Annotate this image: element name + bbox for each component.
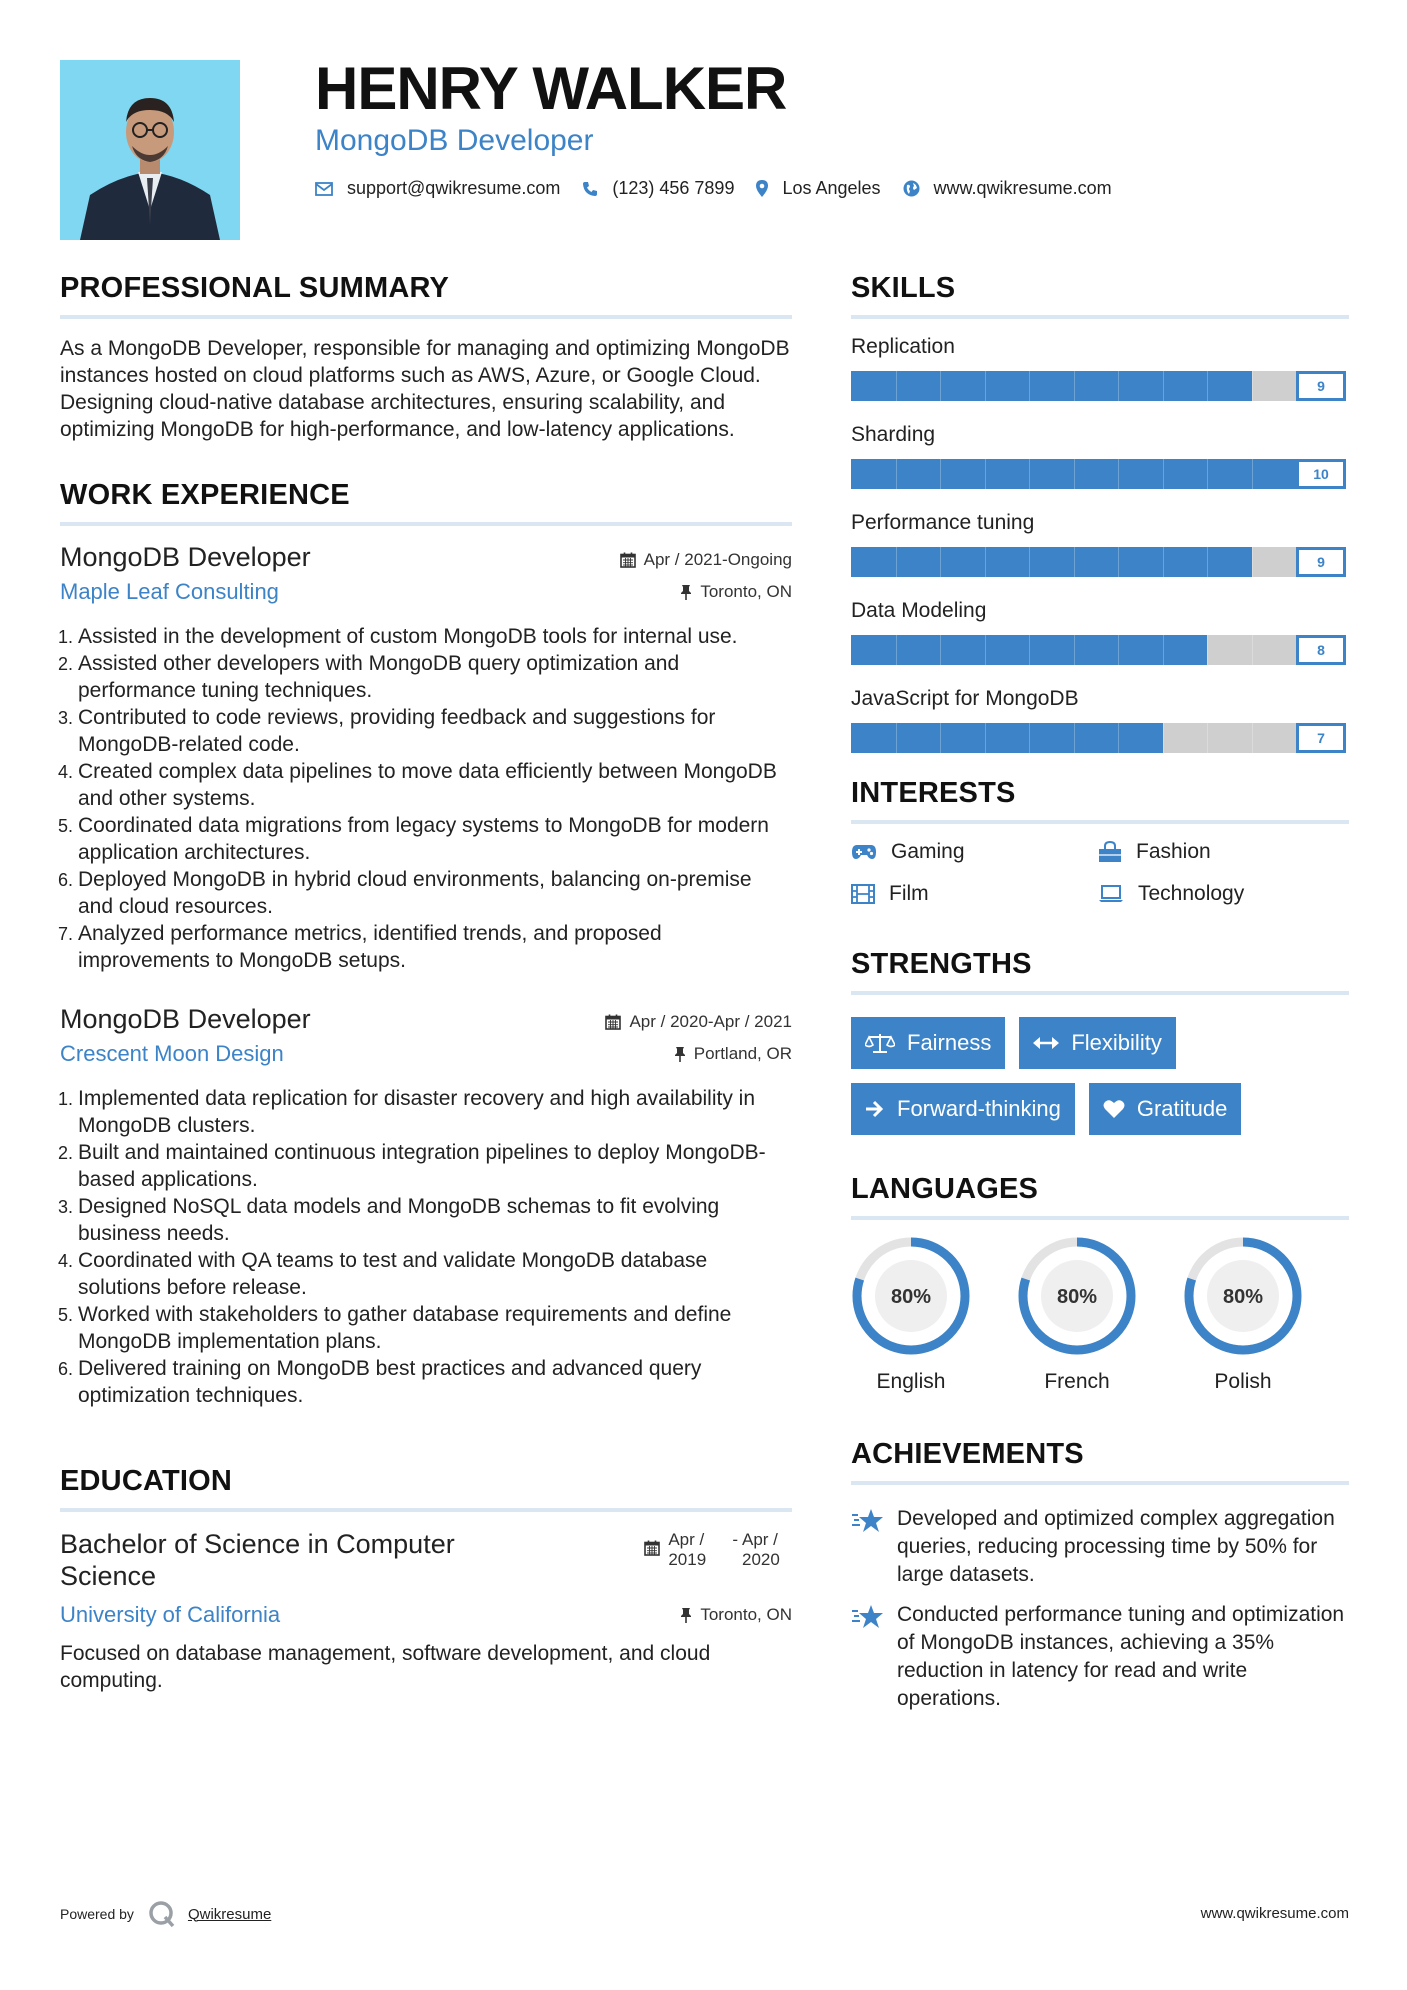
qwikresume-logo-icon (148, 1900, 176, 1928)
list-item: 1. Assisted in the development of custom MongoDB tools for internal use. (78, 623, 792, 650)
language-percent: 80% (1056, 1286, 1098, 1308)
skill-bar-divider (1207, 635, 1208, 665)
skill-bar-divider (1118, 723, 1119, 753)
skill-bar-divider (1163, 635, 1164, 665)
candidate-role: MongoDB Developer (315, 124, 594, 157)
list-item: 6. Deployed MongoDB in hybrid cloud environments, balancing on-premise and cloud resources. (78, 866, 792, 920)
list-item: 5. Coordinated data migrations from legacy systems to MongoDB for modern application architectures. (78, 812, 792, 866)
strength-badge (1019, 1017, 1175, 1069)
language-ring (1017, 1236, 1137, 1356)
left-column (60, 272, 792, 1694)
languages-section (851, 1173, 1349, 1394)
calendar-icon (605, 1014, 621, 1030)
calendar-icon (644, 1540, 660, 1556)
skill-bar-track (851, 723, 1296, 753)
skill-bar-divider (1118, 635, 1119, 665)
skill-bar-divider (1029, 723, 1030, 753)
contact-phone[interactable] (582, 178, 734, 199)
contact-website[interactable] (903, 178, 1112, 199)
skill-item (851, 511, 1349, 577)
job-bullets (60, 1085, 792, 1409)
skill-name: Performance tuning (851, 511, 1035, 534)
skill-bar-track (851, 459, 1296, 489)
powered-by-label: Powered by (60, 1906, 134, 1922)
section-title: ACHIEVEMENTS (851, 1438, 1349, 1485)
website-text: www.qwikresume.com (933, 178, 1112, 198)
strength-label: Gratitude (1136, 1096, 1228, 1121)
language-percent: 80% (890, 1286, 932, 1308)
skill-level-value: 7 (1296, 723, 1346, 753)
job-title: MongoDB Developer (60, 542, 311, 572)
strength-label: Forward-thinking (897, 1096, 1061, 1121)
job-title: MongoDB Developer (60, 1004, 311, 1034)
company-name: Crescent Moon Design (60, 1041, 284, 1066)
summary-text: As a MongoDB Developer, responsible for managing and optimizing MongoDB instances hosted on cloud platforms such as AWS, Azure, or Google Cloud. Designing cloud-native database architectures, ensuring scalability, and optimizing MongoDB for high-performance, and low-latency applications. (60, 337, 790, 441)
balance-scale-icon (865, 1032, 895, 1054)
pushpin-icon (674, 1046, 686, 1062)
skill-bar-divider (940, 459, 941, 489)
job-location (680, 582, 792, 602)
section-title: SKILLS (851, 272, 1349, 319)
skill-item (851, 423, 1349, 489)
company-name: Maple Leaf Consulting (60, 579, 279, 604)
skill-bar-divider (1252, 459, 1253, 489)
achievement-item (851, 1505, 1349, 1589)
skill-bar-divider (985, 547, 986, 577)
section-title: PROFESSIONAL SUMMARY (60, 272, 792, 319)
calendar-icon (620, 552, 636, 568)
skill-bar-fill (851, 723, 1163, 753)
profile-photo (60, 60, 240, 240)
skill-item (851, 599, 1349, 665)
skill-bar-divider (1207, 459, 1208, 489)
pushpin-icon (680, 1607, 692, 1623)
job-date-text: Apr / 2020-Apr / 2021 (629, 1012, 792, 1031)
language-item (1017, 1236, 1183, 1394)
contact-email[interactable] (315, 178, 560, 199)
interest-item (1098, 882, 1345, 906)
skill-bar-divider (985, 459, 986, 489)
language-item (851, 1236, 1017, 1394)
language-ring (851, 1236, 971, 1356)
experience-section (60, 479, 792, 1409)
footer-url[interactable]: www.qwikresume.com (1200, 1905, 1349, 1922)
star-icon (851, 1507, 885, 1589)
email-text: support@qwikresume.com (347, 178, 561, 198)
skill-bar-divider (1252, 723, 1253, 753)
section-title: EDUCATION (60, 1465, 792, 1512)
section-title: INTERESTS (851, 777, 1349, 824)
skill-bar-divider (985, 723, 986, 753)
skill-bar-divider (940, 371, 941, 401)
education-location (680, 1605, 792, 1625)
skill-bar (851, 459, 1349, 489)
skill-bar-divider (1118, 371, 1119, 401)
skill-bar-divider (940, 635, 941, 665)
skill-bar-divider (1074, 635, 1075, 665)
school-name: University of California (60, 1602, 281, 1627)
skill-bar-divider (1074, 371, 1075, 401)
list-item: 7. Analyzed performance metrics, identified trends, and proposed improvements to MongoDB setups. (78, 920, 792, 974)
skill-bar-divider (1074, 723, 1075, 753)
job-entry (60, 1004, 792, 1409)
achievement-text: Conducted performance tuning and optimization of MongoDB instances, achieving a 35% reduction in latency for read and write operations. (897, 1603, 1345, 1710)
education-end: Apr / 2020 (742, 1530, 780, 1569)
pushpin-icon (680, 584, 692, 600)
skill-level-value: 9 (1296, 371, 1346, 401)
arrow-right-icon (865, 1099, 885, 1119)
skill-bar-divider (1118, 547, 1119, 577)
skill-bar (851, 371, 1349, 401)
skill-item (851, 335, 1349, 401)
list-item: 1. Implemented data replication for disaster recovery and high availability in MongoDB clusters. (78, 1085, 792, 1139)
language-name: Polish (1214, 1370, 1272, 1393)
skill-bar-divider (1207, 371, 1208, 401)
interest-item (1098, 840, 1345, 864)
phone-text: (123) 456 7899 (612, 178, 735, 198)
job-date (605, 1012, 792, 1032)
skill-bar (851, 723, 1349, 753)
skill-bar-divider (896, 459, 897, 489)
skill-bar-fill (851, 547, 1252, 577)
section-title: WORK EXPERIENCE (60, 479, 792, 526)
skill-bar-divider (1029, 459, 1030, 489)
skill-name: Data Modeling (851, 599, 987, 622)
language-percent: 80% (1222, 1286, 1264, 1308)
job-entry (60, 542, 792, 974)
skill-bar-divider (985, 635, 986, 665)
strength-badge (851, 1017, 1005, 1069)
map-marker-icon (756, 180, 768, 197)
arrows-horizontal-icon (1033, 1036, 1059, 1050)
list-item: 5. Worked with stakeholders to gather database requirements and define MongoDB implementation plans. (78, 1301, 792, 1355)
skill-name: Sharding (851, 423, 936, 446)
skill-bar-divider (1163, 371, 1164, 401)
skill-level-value: 8 (1296, 635, 1346, 665)
job-location-text: Portland, OR (693, 1044, 792, 1063)
skills-list (851, 335, 1349, 753)
job-location (674, 1044, 792, 1064)
skill-bar-divider (1074, 459, 1075, 489)
skill-bar-divider (1029, 371, 1030, 401)
strengths-section (851, 948, 1349, 1135)
gamepad-icon (851, 844, 877, 860)
list-item: 6. Delivered training on MongoDB best practices and advanced query optimization techniques. (78, 1355, 792, 1409)
achievement-item (851, 1601, 1349, 1713)
skill-bar-divider (1163, 547, 1164, 577)
skill-bar-divider (896, 635, 897, 665)
interest-item (851, 840, 1098, 864)
shopping-bag-icon (1098, 841, 1122, 863)
list-item: 3. Designed NoSQL data models and MongoDB schemas to fit evolving business needs. (78, 1193, 792, 1247)
envelope-icon (315, 182, 333, 196)
job-bullets (60, 623, 792, 974)
education-description: Focused on database management, software development, and cloud computing. (60, 1642, 711, 1692)
skill-bar-divider (940, 723, 941, 753)
strength-badge (1089, 1083, 1242, 1135)
film-icon (851, 884, 875, 904)
skill-bar-divider (896, 371, 897, 401)
strength-label: Flexibility (1071, 1030, 1162, 1055)
job-date-text: Apr / 2021-Ongoing (643, 550, 792, 569)
job-location-text: Toronto, ON (700, 582, 792, 601)
contact-bar (315, 178, 1134, 199)
strength-label: Fairness (907, 1030, 992, 1055)
skill-bar-divider (1074, 547, 1075, 577)
education-section (60, 1465, 792, 1694)
skill-bar-divider (1029, 635, 1030, 665)
footer-powered-by (60, 1900, 271, 1928)
interest-label: Technology (1138, 882, 1245, 905)
list-item: 4. Coordinated with QA teams to test and validate MongoDB database solutions before release. (78, 1247, 792, 1301)
interest-label: Film (889, 882, 929, 905)
strength-badge (851, 1083, 1075, 1135)
skill-bar-fill (851, 371, 1252, 401)
skill-level-value: 9 (1296, 547, 1346, 577)
degree-title: Bachelor of Science in Computer Science (60, 1529, 455, 1591)
interest-label: Gaming (891, 840, 965, 863)
language-ring (1183, 1236, 1303, 1356)
skill-bar-divider (896, 547, 897, 577)
skill-bar-divider (1252, 371, 1253, 401)
list-item: 2. Built and maintained continuous integration pipelines to deploy MongoDB-based applications. (78, 1139, 792, 1193)
interest-label: Fashion (1136, 840, 1211, 863)
job-date (620, 550, 792, 570)
interest-item (851, 882, 1098, 906)
phone-icon (582, 181, 598, 197)
achievements-section (851, 1438, 1349, 1713)
skill-name: JavaScript for MongoDB (851, 687, 1079, 710)
globe-icon (903, 180, 920, 197)
skill-name: Replication (851, 335, 955, 358)
candidate-name: HENRY WALKER (315, 55, 787, 122)
language-name: English (876, 1370, 946, 1393)
date-separator: - (732, 1530, 738, 1549)
location-text: Los Angeles (782, 178, 881, 198)
skill-bar-divider (940, 547, 941, 577)
skill-bar-divider (896, 723, 897, 753)
skill-bar-divider (1118, 459, 1119, 489)
skill-bar (851, 635, 1349, 665)
laptop-icon (1098, 885, 1124, 903)
skill-item (851, 687, 1349, 753)
languages-list (851, 1236, 1349, 1394)
skill-bar-track (851, 635, 1296, 665)
heart-icon (1103, 1099, 1125, 1119)
skills-section (851, 272, 1349, 753)
brand-link[interactable]: Qwikresume (187, 1905, 272, 1923)
education-location-text: Toronto, ON (700, 1605, 792, 1624)
skill-bar-divider (1163, 723, 1164, 753)
right-column (851, 272, 1349, 1725)
skill-bar-divider (1207, 723, 1208, 753)
skill-bar (851, 547, 1349, 577)
skill-bar-divider (1163, 459, 1164, 489)
star-icon (851, 1603, 885, 1713)
interests-section (851, 777, 1349, 906)
skill-bar-divider (1252, 547, 1253, 577)
list-item: 2. Assisted other developers with MongoDB query optimization and performance tuning techniques. (78, 650, 792, 704)
education-start: Apr / 2019 (668, 1530, 707, 1569)
skill-bar-track (851, 371, 1296, 401)
skill-bar-divider (1252, 635, 1253, 665)
skill-bar-divider (985, 371, 986, 401)
list-item: 3. Contributed to code reviews, providing feedback and suggestions for MongoDB-related code. (78, 704, 792, 758)
achievement-text: Developed and optimized complex aggregation queries, reducing processing time by 50% for large datasets. (897, 1507, 1335, 1586)
section-title: STRENGTHS (851, 948, 1349, 995)
skill-level-value: 10 (1296, 459, 1346, 489)
list-item: 4. Created complex data pipelines to move data efficiently between MongoDB and other systems. (78, 758, 792, 812)
contact-location (756, 178, 880, 199)
section-title: LANGUAGES (851, 1173, 1349, 1220)
education-dates (644, 1530, 792, 1570)
language-name: French (1044, 1370, 1110, 1393)
language-item (1183, 1236, 1349, 1394)
summary-section (60, 272, 792, 443)
skill-bar-divider (1029, 547, 1030, 577)
skill-bar-track (851, 547, 1296, 577)
skill-bar-divider (1207, 547, 1208, 577)
